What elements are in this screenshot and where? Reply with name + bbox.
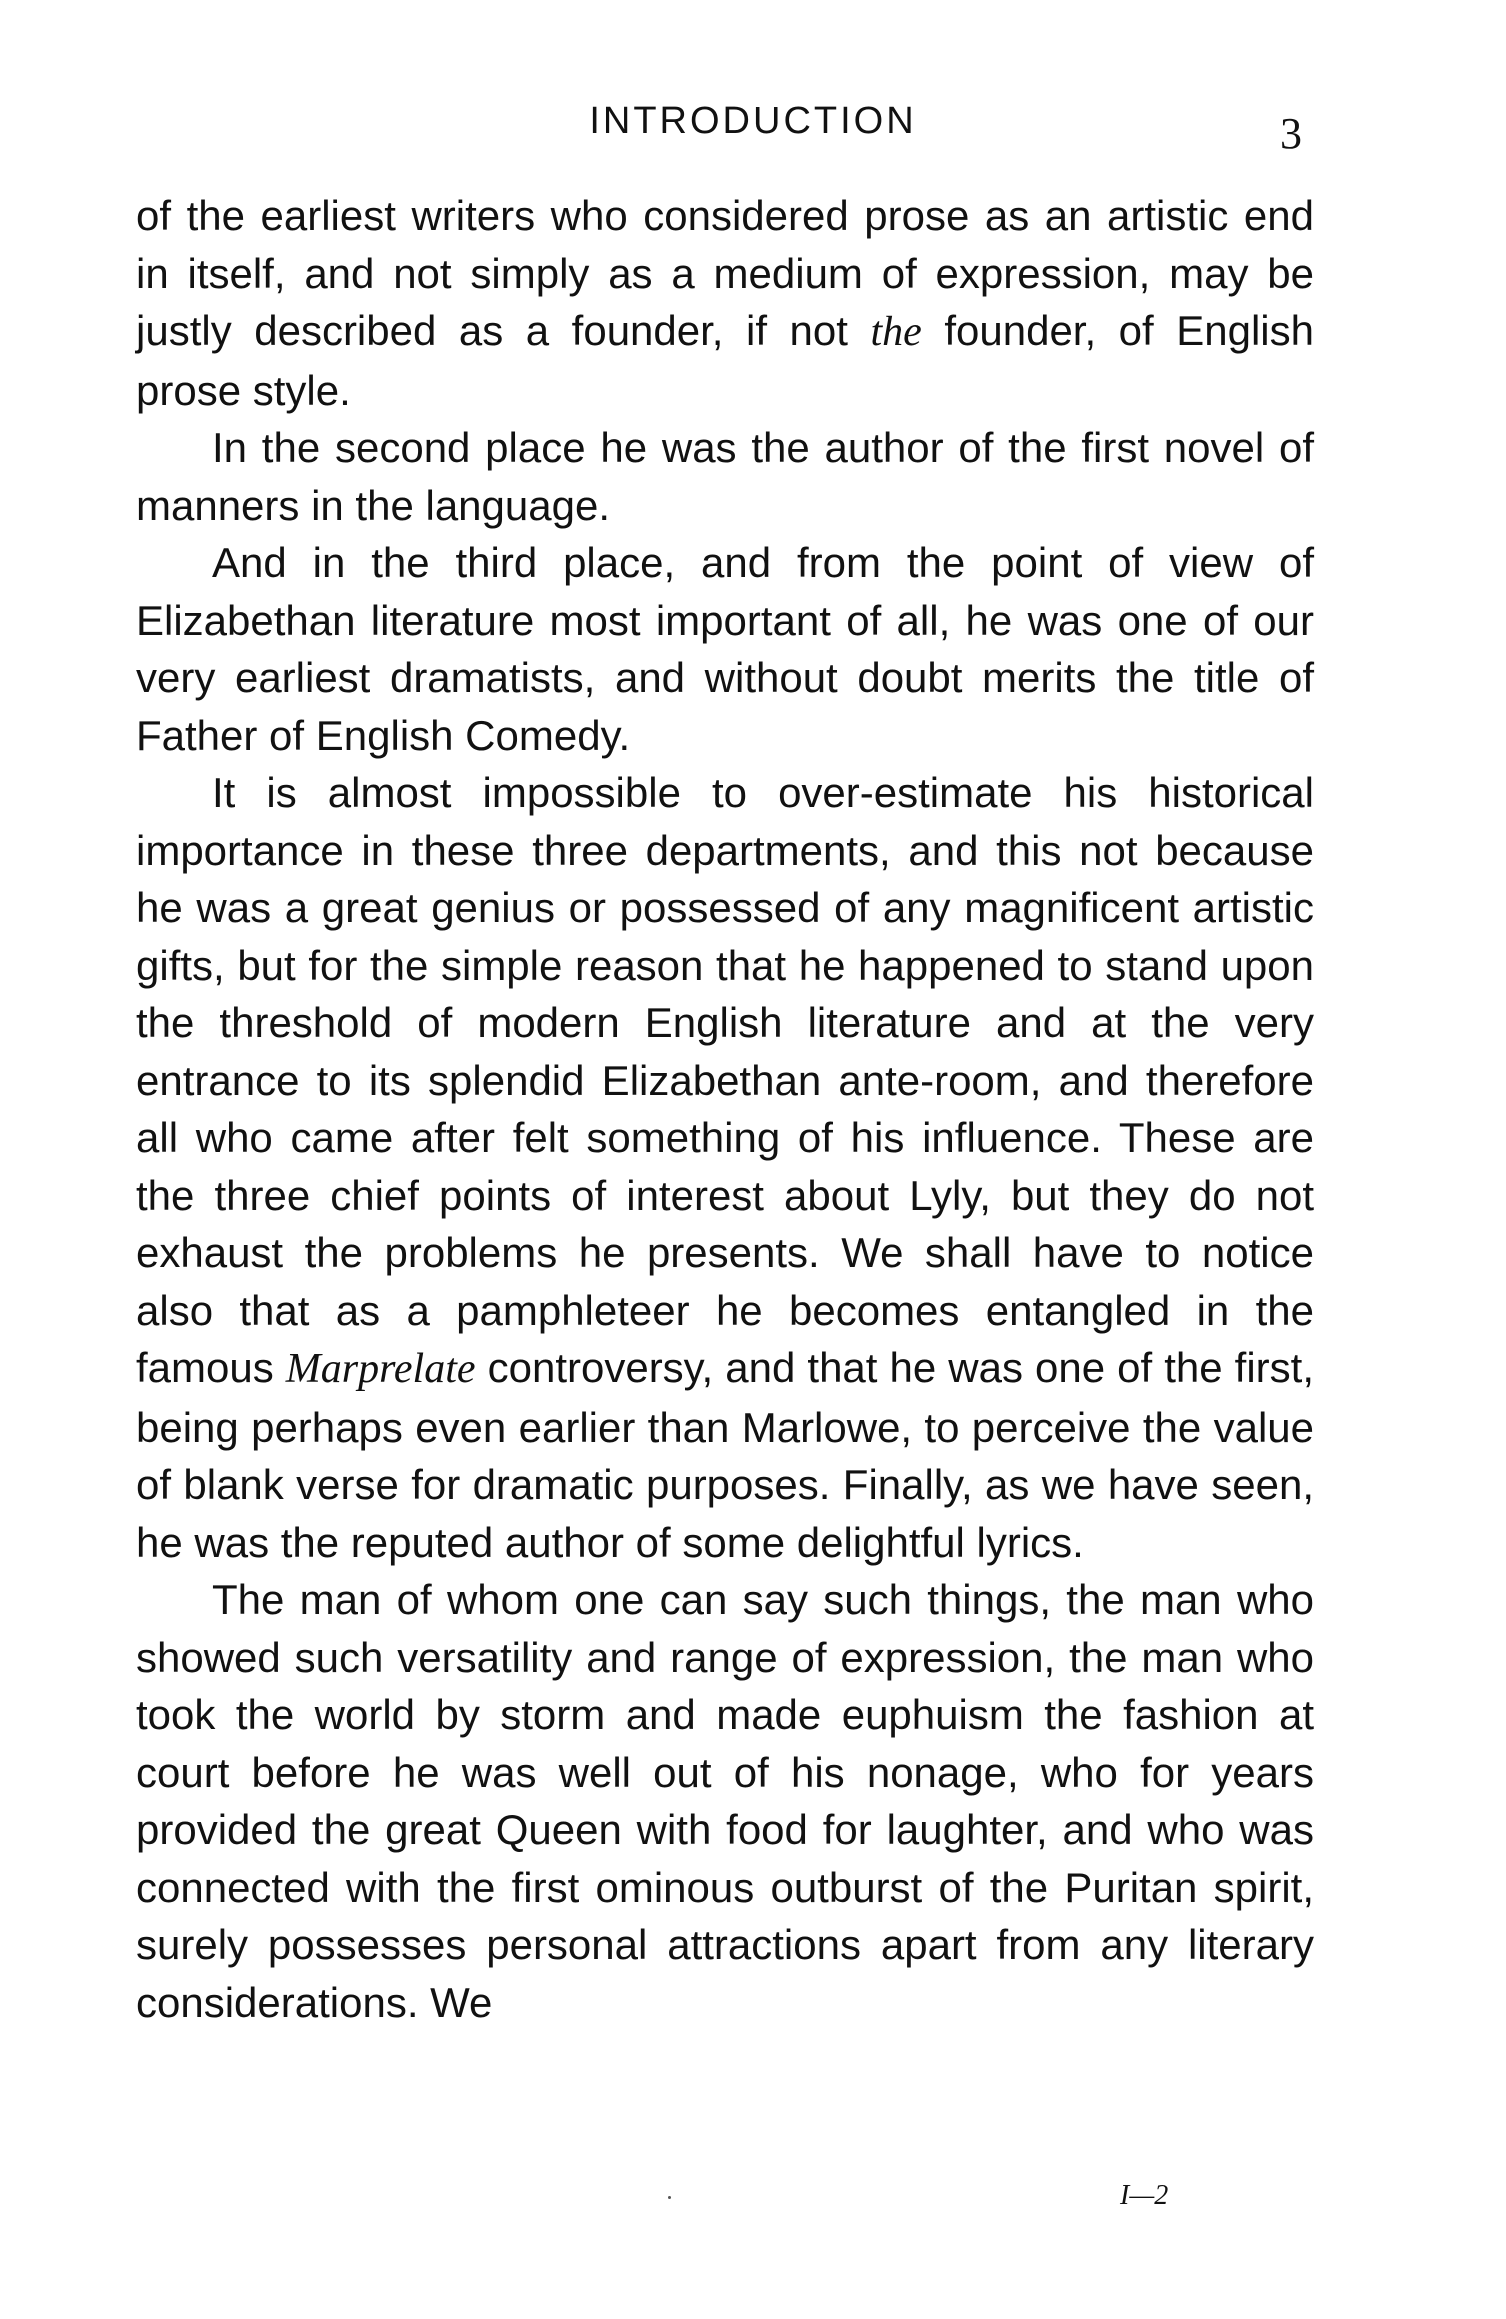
paragraph-2: In the second place he was the author of the first novel of manners in the language. bbox=[136, 424, 1314, 529]
body-text bbox=[136, 187, 1314, 2031]
running-title: INTRODUCTION bbox=[589, 100, 917, 142]
paragraph-1-text-a: of the earliest writers who considered prose as an artistic end in itself, and not simply as a medium of expression, may be justly described as a founder, if not bbox=[136, 192, 1314, 354]
paragraph-1-text-b: founder, of English prose style. bbox=[136, 307, 1314, 414]
paragraph-1 bbox=[136, 187, 1314, 419]
paragraph-4-text-a: It is almost impossible to over-estimate his historical importance in these three departments, and this not because he was a great genius or possessed of any magnificent artistic gifts, but for the simple reason that he happened to stand upon the threshold of modern English literature and at the very entrance to its splendid Elizabethan ante-room, and therefore all who came after felt something of his influence. These are the three chief points of interest about Lyly, but they do not exhaust the problems he presents. We shall have to notice also that as a pamphleteer he becomes entangled in the famous bbox=[136, 769, 1314, 1391]
paragraph-4-text-b: controversy, and that he was one of the first, being perhaps even earlier than Marlowe, to perceive the value of blank verse for dramatic purposes. Finally, as we have seen, he was the reputed author of some delightful lyrics. bbox=[136, 1344, 1315, 1566]
paragraph-3: And in the third place, and from the point of view of Elizabethan literature most important of all, he was one of our very earliest dramatists, and without doubt merits the title of Father of English Comedy. bbox=[136, 539, 1314, 759]
paragraph-5: The man of whom one can say such things, the man who showed such versatility and range of expression, the man who took the world by storm and made euphuism the fashion at court before he was well out of his nonage, who for years provided the great Queen with food for laughter, and who was connected with the first ominous outburst of the Puritan spirit, surely possesses personal attractions apart from any literary considerations. We bbox=[136, 1576, 1314, 2026]
signature-mark: I—2 bbox=[1120, 2180, 1169, 2211]
paragraph-4 bbox=[136, 764, 1314, 1571]
paragraph-1-italic: the bbox=[870, 309, 922, 355]
page-number: 3 bbox=[1280, 109, 1302, 158]
paragraph-4-italic: Marprelate bbox=[285, 1346, 476, 1392]
printer-dot bbox=[668, 2196, 671, 2199]
